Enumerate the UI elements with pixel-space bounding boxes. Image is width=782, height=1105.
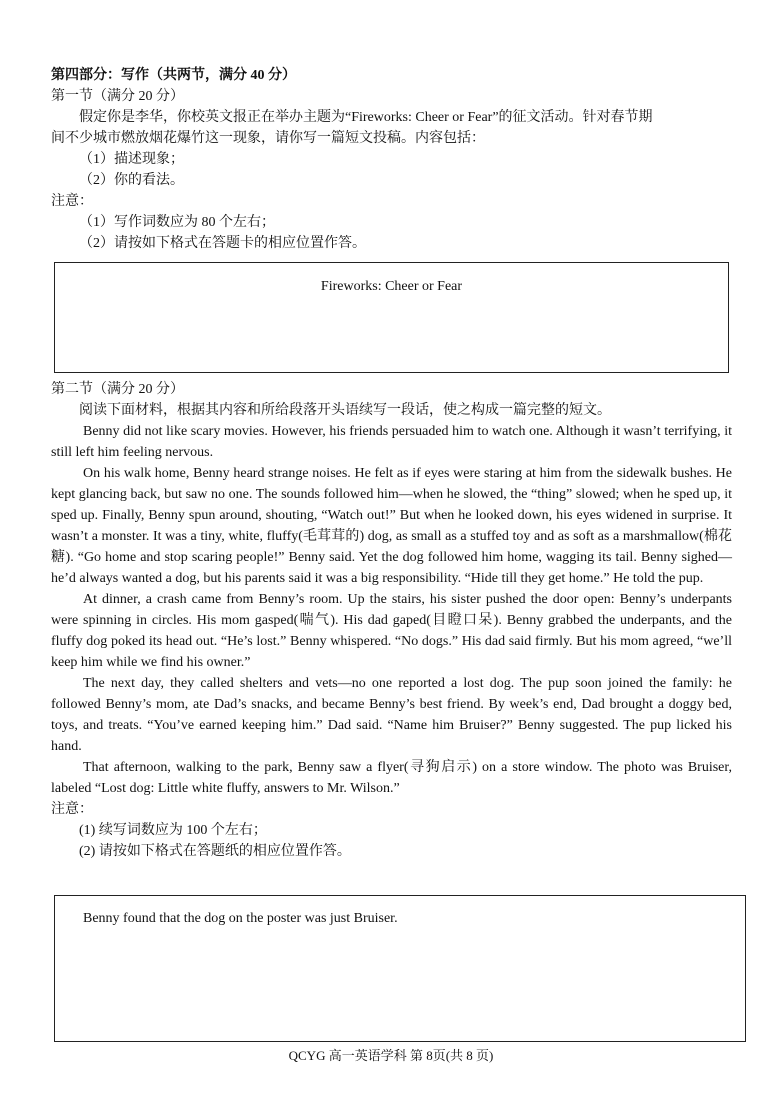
section1-point: （2）你的看法。 bbox=[79, 173, 184, 188]
passage-paragraph: On his walk home, Benny heard strange noises. He felt as if eyes were staring at him from the sidewalk bushes. He kept glancing back, but saw no one. The sounds followed him—when he slowed, the “thing” slowed; when he sped up, it sped up. Finally, Benny spun around, shouting, “Watch out!” But when he looked down, his eyes widened in surprise. It wasn’t a monster. It was a tiny, white, fluffy(毛茸茸的) dog, as small as a stuffed toy and as soft as a marshmallow(棉花糖). “Go home and stop scaring people!” Benny said. Yet the dog followed him home, wagging its tail. Benny sighed—he’d always wanted a dog, but his parents said it was a big responsibility. “Hide till they get home.” He told the pup. bbox=[51, 466, 732, 586]
section1-note-label: 注意： bbox=[51, 194, 93, 209]
part-heading: 第四部分：写作（共两节，满分 40 分） bbox=[51, 68, 296, 83]
section1-prompt-line2: 间不少城市燃放烟花爆竹这一现象，请你写一篇短文投稿。内容包括： bbox=[51, 131, 485, 146]
section2-answer-box[interactable] bbox=[54, 895, 746, 1042]
passage-paragraph: At dinner, a crash came from Benny’s room. Up the stairs, his sister pushed the door open: Benny’s underpants were spinning in circles. His mom gasped(喘气). His dad gaped(目瞪口呆). Benny grabbed the underpants, and the fluffy dog poked its head out. “He’s lost.” Benny whispered. “No dogs.” His dad said firmly. But his mom agreed, “we’ll keep him while we find his owner.” bbox=[51, 592, 732, 670]
section2-instruction: 阅读下面材料，根据其内容和所给段落开头语续写一段话，使之构成一篇完整的短文。 bbox=[79, 403, 611, 418]
passage-paragraph: The next day, they called shelters and vets—no one reported a lost dog. The pup soon joined the family: he followed Benny’s mom, ate Dad’s snacks, and became Benny’s best friend. By week’s end, Dad brought a doggy bed, toys, and treats. “You’ve earned keeping him.” Dad said. “Name him Bruiser?” Benny suggested. The pup licked his hand. bbox=[51, 676, 732, 754]
section2-block bbox=[51, 379, 732, 862]
section2-note: (2) 请按如下格式在答题纸的相应位置作答。 bbox=[79, 844, 351, 859]
section1-answer-box[interactable] bbox=[54, 262, 729, 373]
passage-paragraph: That afternoon, walking to the park, Benny saw a flyer(寻狗启示) on a store window. The photo was Bruiser, labeled “Lost dog: Little white fluffy, answers to Mr. Wilson.” bbox=[51, 760, 732, 796]
answer-box-starter: Benny found that the dog on the poster was just Bruiser. bbox=[83, 911, 398, 926]
answer-box-title: Fireworks: Cheer or Fear bbox=[320, 279, 463, 294]
passage-paragraph: Benny did not like scary movies. However, his friends persuaded him to watch one. Although it wasn’t terrifying, it still left him feeling nervous. bbox=[51, 424, 732, 460]
section1-prompt-line1: 假定你是李华，你校英文报正在举办主题为“Fireworks: Cheer or Fear”的征文活动。针对春节期 bbox=[79, 110, 653, 125]
section1-note: （2）请按如下格式在答题卡的相应位置作答。 bbox=[79, 236, 366, 251]
section1-block bbox=[51, 65, 732, 254]
section2-heading: 第二节（满分 20 分） bbox=[51, 382, 184, 397]
section1-heading: 第一节（满分 20 分） bbox=[51, 89, 184, 104]
page-footer: QCYG 高一英语学科 第 8页(共 8 页) bbox=[288, 1048, 494, 1063]
section1-point: （1）描述现象； bbox=[79, 152, 184, 167]
section2-note: (1) 续写词数应为 100 个左右； bbox=[79, 823, 267, 838]
section2-note-label: 注意： bbox=[51, 802, 93, 817]
section1-note: （1）写作词数应为 80 个左右； bbox=[79, 215, 275, 230]
